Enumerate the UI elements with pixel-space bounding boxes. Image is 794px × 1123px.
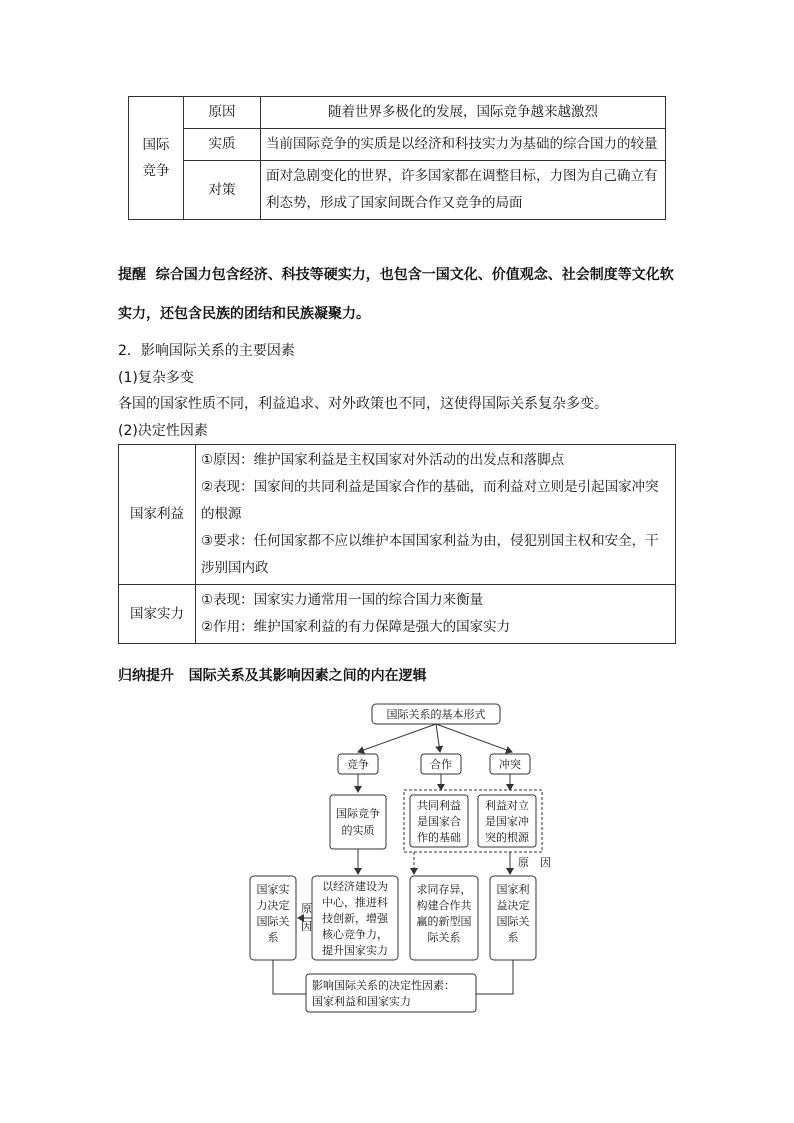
bottom-line: 国家利益和国家实力	[312, 995, 411, 1008]
seek-line: 求同存异，	[416, 883, 472, 896]
common-interest-line: 作的基础	[417, 831, 461, 844]
interest-decides-line: 国家利	[496, 883, 530, 896]
table1-row2-label: 对策	[208, 181, 236, 198]
subheading-decisive: (2)决定性因素	[118, 423, 208, 439]
opposing-interest-line: 利益对立	[485, 799, 529, 812]
diagram-coop-text: 合作	[430, 758, 452, 771]
bottom-line: 影响国际关系的决定性因素：	[312, 979, 455, 992]
table1-row0-content: 随着世界多极化的发展，国际竞争越来越激烈	[328, 104, 598, 120]
compete-essence-line: 国际竞争	[336, 807, 380, 820]
table2-row1-item: ①表现：国家实力通常用一国的综合国力来衡量	[201, 592, 484, 608]
reminder-text-1: 综合国力包含经济、科技等硬实力，也包含一国文化、价值观念、社会制度等文化软	[155, 267, 674, 283]
seek-line: 际关系	[427, 931, 461, 944]
diagram-conflict-text: 冲突	[499, 758, 521, 771]
econ-line: 以经济建设为	[322, 880, 388, 893]
summary-label: 归纳提升	[118, 668, 174, 684]
summary-title: 国际关系及其影响因素之间的内在逻辑	[188, 668, 427, 684]
econ-line: 技创新，增强	[322, 912, 388, 925]
complex-text: 各国的国家性质不同，利益追求、对外政策也不同，这使得国际关系复杂多变。	[118, 396, 608, 412]
strength-line: 系	[267, 931, 279, 944]
interest-decides-line: 系	[507, 931, 519, 944]
diagram-compete-text: 竞争	[347, 758, 369, 771]
compete-essence-line: 的实质	[341, 824, 375, 837]
table2-row0-item: ②表现：国家间的共同利益是国家合作的基础，而利益对立则是引起国家冲突的根源	[201, 479, 659, 522]
table2-row1-item: ②作用：维护国家利益的有力保障是强大的国家实力	[201, 619, 511, 635]
section-heading: 2．影响国际关系的主要因素	[118, 343, 295, 359]
seek-line: 构建合作共	[416, 899, 472, 912]
table2-row0-label: 国家利益	[130, 506, 184, 522]
opposing-interest-line: 是国家冲	[485, 815, 529, 828]
table1-row2-content: 面对急剧变化的世界，许多国家都在调整目标，力图为自己确立有利态势，形成了国家间既合作又竞争的局面	[266, 168, 658, 211]
reason-left-label: 因	[301, 920, 312, 933]
subheading-complex: (1)复杂多变	[118, 370, 194, 386]
strength-line: 国家实	[256, 883, 290, 896]
reason-right-label: 原 因	[518, 856, 551, 869]
econ-line: 提升国家实力	[322, 944, 388, 957]
seek-line: 赢的新型国	[416, 915, 472, 928]
econ-line: 中心，推进科	[322, 896, 388, 909]
interest-decides-line: 益决定	[496, 899, 530, 912]
table2-row1-label: 国家实力	[130, 605, 184, 622]
reminder-text-2: 实力，还包含民族的团结和民族凝聚力。	[118, 306, 370, 322]
common-interest-line: 是国家合	[417, 815, 461, 828]
reason-left-label: 原	[301, 902, 312, 915]
strength-line: 力决定	[256, 899, 290, 912]
compete-essence-box	[330, 795, 386, 849]
strength-line: 国际关	[256, 915, 290, 928]
table2-row0-item: ③要求：任何国家都不应以维护本国国家利益为由，侵犯别国主权和安全，干涉别国内政	[201, 533, 659, 576]
table1-row0-label: 原因	[208, 104, 236, 120]
reminder-label: 提醒	[118, 267, 146, 283]
opposing-interest-line: 突的根源	[485, 831, 529, 844]
diagram-top-text: 国际关系的基本形式	[386, 708, 486, 721]
table1-row1-content: 当前国际竞争的实质是以经济和科技实力为基础的综合国力的较量	[266, 136, 658, 152]
interest-decides-line: 国际关	[496, 915, 530, 928]
econ-line: 核心竞争力，	[322, 928, 388, 941]
table1-group-label: 国际 竞争	[142, 137, 170, 179]
table2-row0-item: ①原因：维护国家利益是主权国家对外活动的出发点和落脚点	[201, 452, 565, 468]
common-interest-line: 共同利益	[417, 799, 461, 812]
table1-row1-label: 实质	[208, 136, 236, 152]
